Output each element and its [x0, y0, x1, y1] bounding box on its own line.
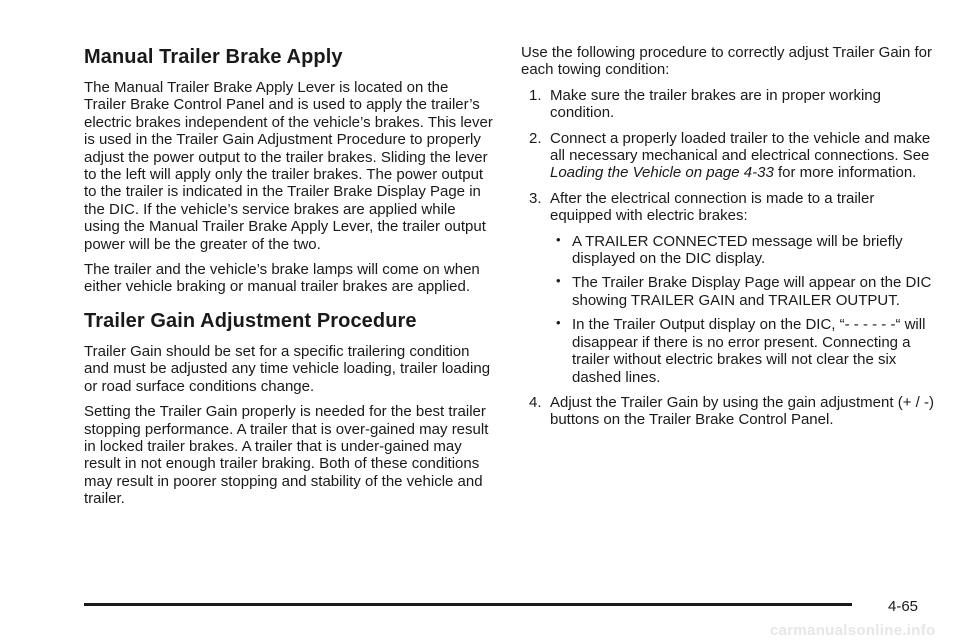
paragraph: The Manual Trailer Brake Apply Lever is located on the Trailer Brake Control Panel and is used to apply the trailer’s electric brakes independent of the vehicle’s brakes. This lever is used in the Trailer Gain Adjustment Procedure to properly adjust the power output to the trailer brakes. Sliding the lever to the left will apply only the trailer brakes. The power output to the trailer is indicated in the Trailer Brake Display Page in the DIC. If the vehicle’s service brakes are applied while using the Manual Trailer Brake Apply Lever, the trailer output power will be the greater of the two.	[84, 79, 493, 253]
footer-divider	[84, 603, 852, 606]
procedure-step	[521, 87, 936, 122]
list-item	[550, 274, 936, 309]
bullet-icon: •	[556, 231, 561, 247]
list-item	[550, 233, 936, 268]
right-column	[521, 44, 936, 437]
procedure-step	[521, 190, 936, 386]
step-number: 2.	[529, 129, 542, 147]
procedure-steps	[521, 87, 936, 429]
page-number: 4-65	[888, 598, 919, 615]
section-heading-manual-trailer-brake-apply: Manual Trailer Brake Apply	[84, 46, 343, 68]
step-number: 3.	[529, 189, 542, 207]
left-column	[84, 44, 494, 516]
step-number: 4.	[529, 393, 542, 411]
list-item	[550, 316, 936, 386]
section-heading-trailer-gain-adjustment: Trailer Gain Adjustment Procedure	[84, 309, 417, 332]
paragraph: Trailer Gain should be set for a specific trailering condition and must be adjusted any time vehicle loading, trailer loading or road surface conditions change.	[84, 342, 491, 395]
list-item-text: A TRAILER CONNECTED message will be briefly displayed on the DIC display.	[572, 232, 903, 268]
bullet-list	[550, 233, 936, 386]
step-text: Connect a properly loaded trailer to the vehicle and make all necessary mechanical and electrical connections. See	[550, 129, 931, 165]
bullet-icon: •	[556, 315, 561, 331]
bullet-icon: •	[556, 273, 561, 289]
step-text: Adjust the Trailer Gain by using the gain adjustment (+ / -) buttons on the Trailer Brake Control Panel.	[550, 393, 934, 429]
cross-reference-link[interactable]: Loading the Vehicle on page 4-33	[550, 164, 774, 182]
step-text: After the electrical connection is made to a trailer equipped with electric brakes:	[550, 189, 875, 225]
procedure-step	[521, 394, 936, 429]
list-item-text: The Trailer Brake Display Page will appear on the DIC showing TRAILER GAIN and TRAILER OUTPUT.	[572, 274, 932, 309]
step-text: Make sure the trailer brakes are in proper working condition.	[550, 86, 881, 122]
watermark: carmanualsonline.info	[770, 622, 936, 639]
procedure-intro: Use the following procedure to correctly adjust Trailer Gain for each towing condition:	[521, 44, 933, 79]
step-number: 1.	[529, 86, 542, 104]
list-item-text: In the Trailer Output display on the DIC, “- - - - - -“ will disappear if there is no error present. Connecting a trailer without electric brakes will not clear the six dashed lines.	[572, 316, 926, 386]
paragraph: The trailer and the vehicle’s brake lamps will come on when either vehicle braking or manual trailer brakes are applied.	[84, 261, 480, 296]
step-text: for more information.	[773, 164, 917, 182]
procedure-step	[521, 130, 936, 182]
paragraph: Setting the Trailer Gain properly is needed for the best trailer stopping performance. A trailer that is over-gained may result in locked trailer brakes. A trailer that is under-gained may result in not enough trailer braking. Both of these conditions may result in poorer stopping and stability of the vehicle and trailer.	[84, 403, 489, 508]
